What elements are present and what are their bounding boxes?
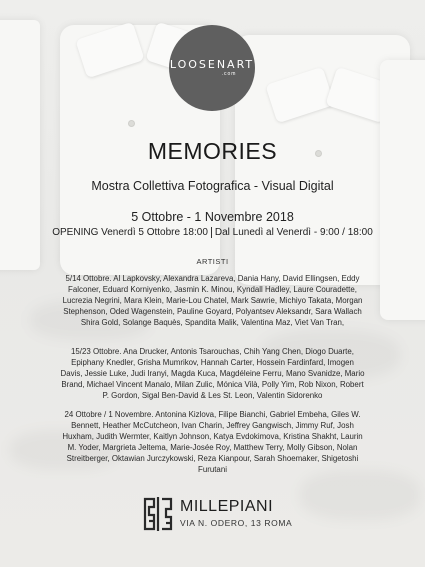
logo-main-text: LOOSENART (169, 58, 255, 71)
artists-group-1: 5/14 Ottobre. Al Lapkovsky, Alexandra Lazareva, Dania Hany, David Ellingsen, Eddy Falconer, Eduard Korniyenko, Jasmin K. Minou, Kyndall Hadley, Laure Couradette, Lucrezia Negrini, Mara Klein, Marie-Lou Chatel, Mark Sawrie, Michiyo Takata, Morgan Stephenson, Oded Wagenstein, Pauline Goyard, Polyantsev Aleksandr, Sara Wallach Shira Gold, Solange Baquès, Spandita Malik, Valentina Maz, Viet Van Tran, (62, 274, 363, 327)
venue-name: MILLEPIANI (180, 498, 274, 515)
artists-group-3: 24 Ottobre / 1 Novembre. Antonina Kizlova, Filipe Bianchi, Gabriel Embeha, Giles W. Bennett, Heather McCutcheon, Ivan Charin, Jeffrey Gangwisch, Jimmy Ruf, Josh Huxham, Judith Wermter, Kaitlyn Johnson, Katya Evdokimova, Kristina Shakht, Laurin M. Yoder, Margrieta Jeltema, Marie-Josée Roy, Matthew Terry, Molly Gibson, Nolan Streitberger, Oktawian Jurczykowski, Reza Kianpour, Sarah Shoemaker, Shigetoshi Furutani (62, 410, 363, 474)
artists-heading: ARTISTI (196, 257, 229, 266)
exhibition-dates: 5 Ottobre - 1 Novembre 2018 (131, 210, 294, 224)
opening-time: OPENING Venerdì 5 Ottobre 18:00 (52, 227, 208, 239)
venue-address: VIA N. ODERO, 13 ROMA (180, 518, 293, 528)
separator (211, 227, 212, 238)
opening-info (0, 227, 425, 238)
loosenart-logo (169, 25, 255, 111)
exhibition-title: MEMORIES (147, 138, 278, 164)
artists-group-2: 15/23 Ottobre. Ana Drucker, Antonis Tsarouchas, Chih Yang Chen, Diogo Duarte, Epiphany Knedler, Grisha Mumrikov, Hannah Carter, Hossein Fardinfard, Imogen Davis, Jessie Luke, Judi Iranyi, Magda Kuca, Magdéleine Ferru, Mano Svanidze, Mario Brand, Michael Vincent Manalo, Milan Zulic, Mónica Vilà, Polly Yim, Rob Nixon, Robert P. Gordon, Sigal Ben-David & Les St. Leon, Valentin Sidorenko (60, 347, 365, 400)
exhibition-subtitle: Mostra Collettiva Fotografica - Visual Digital (91, 179, 334, 193)
opening-hours: Dal Lunedì al Venerdì - 9:00 / 18:00 (214, 227, 373, 239)
millepiani-logo-icon (141, 495, 175, 533)
logo-sub-text: .com (221, 71, 237, 77)
